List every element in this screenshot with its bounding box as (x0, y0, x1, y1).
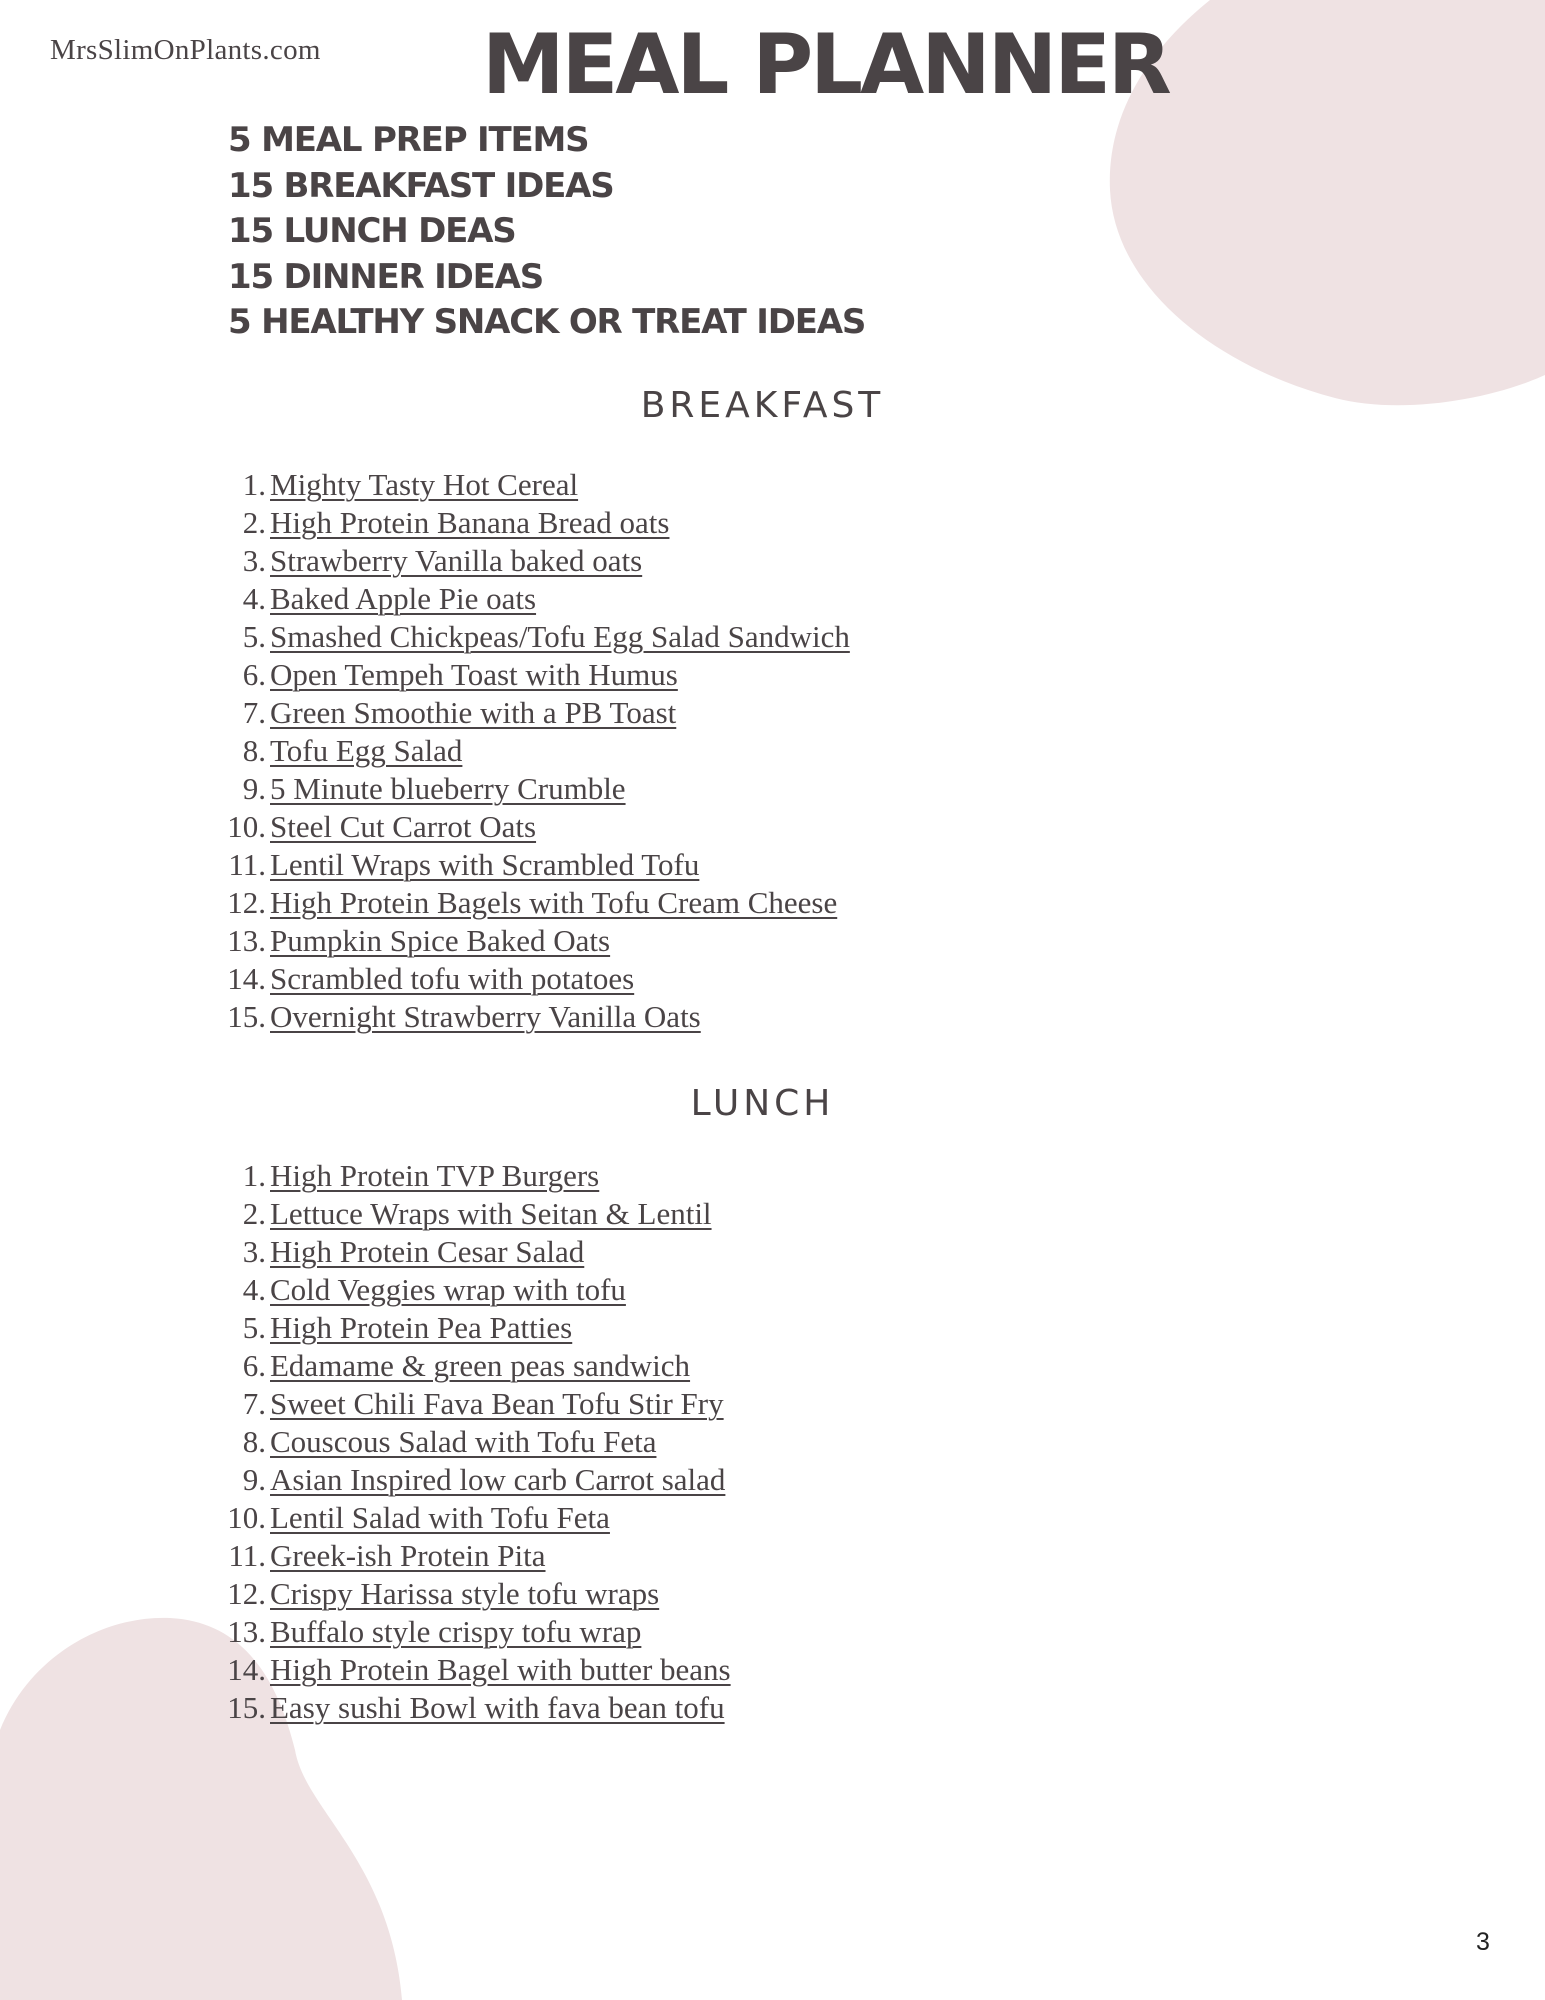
recipe-link[interactable]: Strawberry Vanilla baked oats (270, 543, 643, 578)
recipe-link[interactable]: High Protein Bagels with Tofu Cream Cheese (270, 885, 838, 920)
list-item (0, 504, 850, 542)
list-item (0, 1157, 731, 1195)
item-number: 6. (242, 657, 266, 692)
recipe-link[interactable]: High Protein TVP Burgers (270, 1158, 600, 1193)
list-item (0, 1271, 731, 1309)
page-title: MEAL PLANNER (482, 16, 1169, 113)
recipe-link[interactable]: Asian Inspired low carb Carrot salad (270, 1462, 726, 1497)
recipe-link[interactable]: Couscous Salad with Tofu Feta (270, 1424, 657, 1459)
list-item (0, 1613, 731, 1651)
list-item (0, 922, 850, 960)
item-number: 14. (227, 1652, 266, 1687)
list-item (0, 1423, 731, 1461)
summary-item: 5 MEAL PREP ITEMS (228, 120, 589, 160)
item-number: 4. (242, 1272, 266, 1307)
recipe-link[interactable]: Steel Cut Carrot Oats (270, 809, 537, 844)
item-number: 5. (242, 619, 266, 654)
item-number: 12. (227, 885, 266, 920)
list-item (0, 846, 850, 884)
list-item (0, 1461, 731, 1499)
item-number: 15. (227, 999, 266, 1034)
item-number: 2. (242, 1196, 266, 1231)
list-item (0, 998, 850, 1036)
item-number: 1. (242, 467, 266, 502)
recipe-link[interactable]: Tofu Egg Salad (270, 733, 463, 768)
summary-item: 15 BREAKFAST IDEAS (228, 165, 614, 206)
list-item (0, 808, 850, 846)
list-item (0, 770, 850, 808)
item-number: 10. (227, 1500, 266, 1535)
recipe-link[interactable]: High Protein Banana Bread oats (270, 505, 670, 540)
recipe-link[interactable]: Open Tempeh Toast with Humus (270, 657, 678, 692)
list-item (0, 1309, 731, 1347)
list-item (0, 656, 850, 694)
item-number: 3. (242, 1234, 266, 1269)
item-number: 12. (227, 1576, 266, 1611)
item-number: 11. (228, 847, 266, 882)
breakfast-heading: BREAKFAST (640, 385, 885, 426)
list-item (0, 542, 850, 580)
item-number: 10. (227, 809, 266, 844)
item-number: 8. (242, 1424, 266, 1459)
site-name: MrsSlimOnPlants.com (50, 34, 321, 66)
recipe-link[interactable]: Pumpkin Spice Baked Oats (270, 923, 611, 958)
item-number: 6. (242, 1348, 266, 1383)
item-number: 11. (228, 1538, 266, 1573)
page-number: 3 (1476, 1928, 1490, 1956)
recipe-link[interactable]: High Protein Pea Patties (270, 1310, 573, 1345)
recipe-link[interactable]: Lettuce Wraps with Seitan & Lentil (270, 1196, 712, 1231)
lunch-heading: LUNCH (690, 1083, 835, 1124)
recipe-link[interactable]: High Protein Bagel with butter beans (270, 1652, 731, 1687)
recipe-link[interactable]: Smashed Chickpeas/Tofu Egg Salad Sandwich (270, 619, 850, 654)
summary-item: 15 DINNER IDEAS (228, 256, 544, 297)
item-number: 1. (242, 1158, 266, 1193)
list-item (0, 1347, 731, 1385)
recipe-link[interactable]: Overnight Strawberry Vanilla Oats (270, 999, 701, 1034)
list-item (0, 618, 850, 656)
item-number: 2. (242, 505, 266, 540)
list-item (0, 884, 850, 922)
list-item (0, 1499, 731, 1537)
list-item (0, 1651, 731, 1689)
recipe-link[interactable]: Edamame & green peas sandwich (270, 1348, 691, 1383)
summary-list (228, 118, 865, 346)
recipe-link[interactable]: Greek-ish Protein Pita (270, 1538, 546, 1573)
recipe-link[interactable]: Cold Veggies wrap with tofu (270, 1272, 626, 1307)
recipe-link[interactable]: 5 Minute blueberry Crumble (270, 771, 626, 806)
list-item (0, 1689, 731, 1727)
list-item (0, 1195, 731, 1233)
recipe-link[interactable]: Lentil Salad with Tofu Feta (270, 1500, 610, 1535)
lunch-list (0, 1157, 731, 1727)
list-item (0, 732, 850, 770)
recipe-link[interactable]: Mighty Tasty Hot Cereal (270, 467, 579, 502)
breakfast-list (0, 466, 850, 1036)
list-item (0, 960, 850, 998)
recipe-link[interactable]: Lentil Wraps with Scrambled Tofu (270, 847, 700, 882)
recipe-link[interactable]: Sweet Chili Fava Bean Tofu Stir Fry (270, 1386, 724, 1421)
list-item (0, 1575, 731, 1613)
list-item (0, 580, 850, 618)
list-item (0, 1385, 731, 1423)
list-item (0, 466, 850, 504)
item-number: 5. (242, 1310, 266, 1345)
item-number: 3. (242, 543, 266, 578)
recipe-link[interactable]: Baked Apple Pie oats (270, 581, 537, 616)
summary-item: 5 HEALTHY SNACK OR TREAT IDEAS (228, 302, 866, 342)
recipe-link[interactable]: High Protein Cesar Salad (270, 1234, 585, 1269)
list-item (0, 1233, 731, 1271)
recipe-link[interactable]: Buffalo style crispy tofu wrap (270, 1614, 642, 1649)
recipe-link[interactable]: Crispy Harissa style tofu wraps (270, 1576, 660, 1611)
item-number: 15. (227, 1690, 266, 1725)
summary-item: 15 LUNCH DEAS (228, 211, 516, 251)
recipe-link[interactable]: Easy sushi Bowl with fava bean tofu (270, 1690, 725, 1725)
item-number: 9. (242, 1462, 266, 1497)
list-item (0, 1537, 731, 1575)
item-number: 14. (227, 961, 266, 996)
item-number: 7. (242, 695, 266, 730)
item-number: 13. (227, 1614, 266, 1649)
item-number: 4. (242, 581, 266, 616)
list-item (0, 694, 850, 732)
recipe-link[interactable]: Scrambled tofu with potatoes (270, 961, 635, 996)
item-number: 7. (242, 1386, 266, 1421)
recipe-link[interactable]: Green Smoothie with a PB Toast (270, 695, 677, 730)
item-number: 9. (242, 771, 266, 806)
item-number: 8. (242, 733, 266, 768)
item-number: 13. (227, 923, 266, 958)
